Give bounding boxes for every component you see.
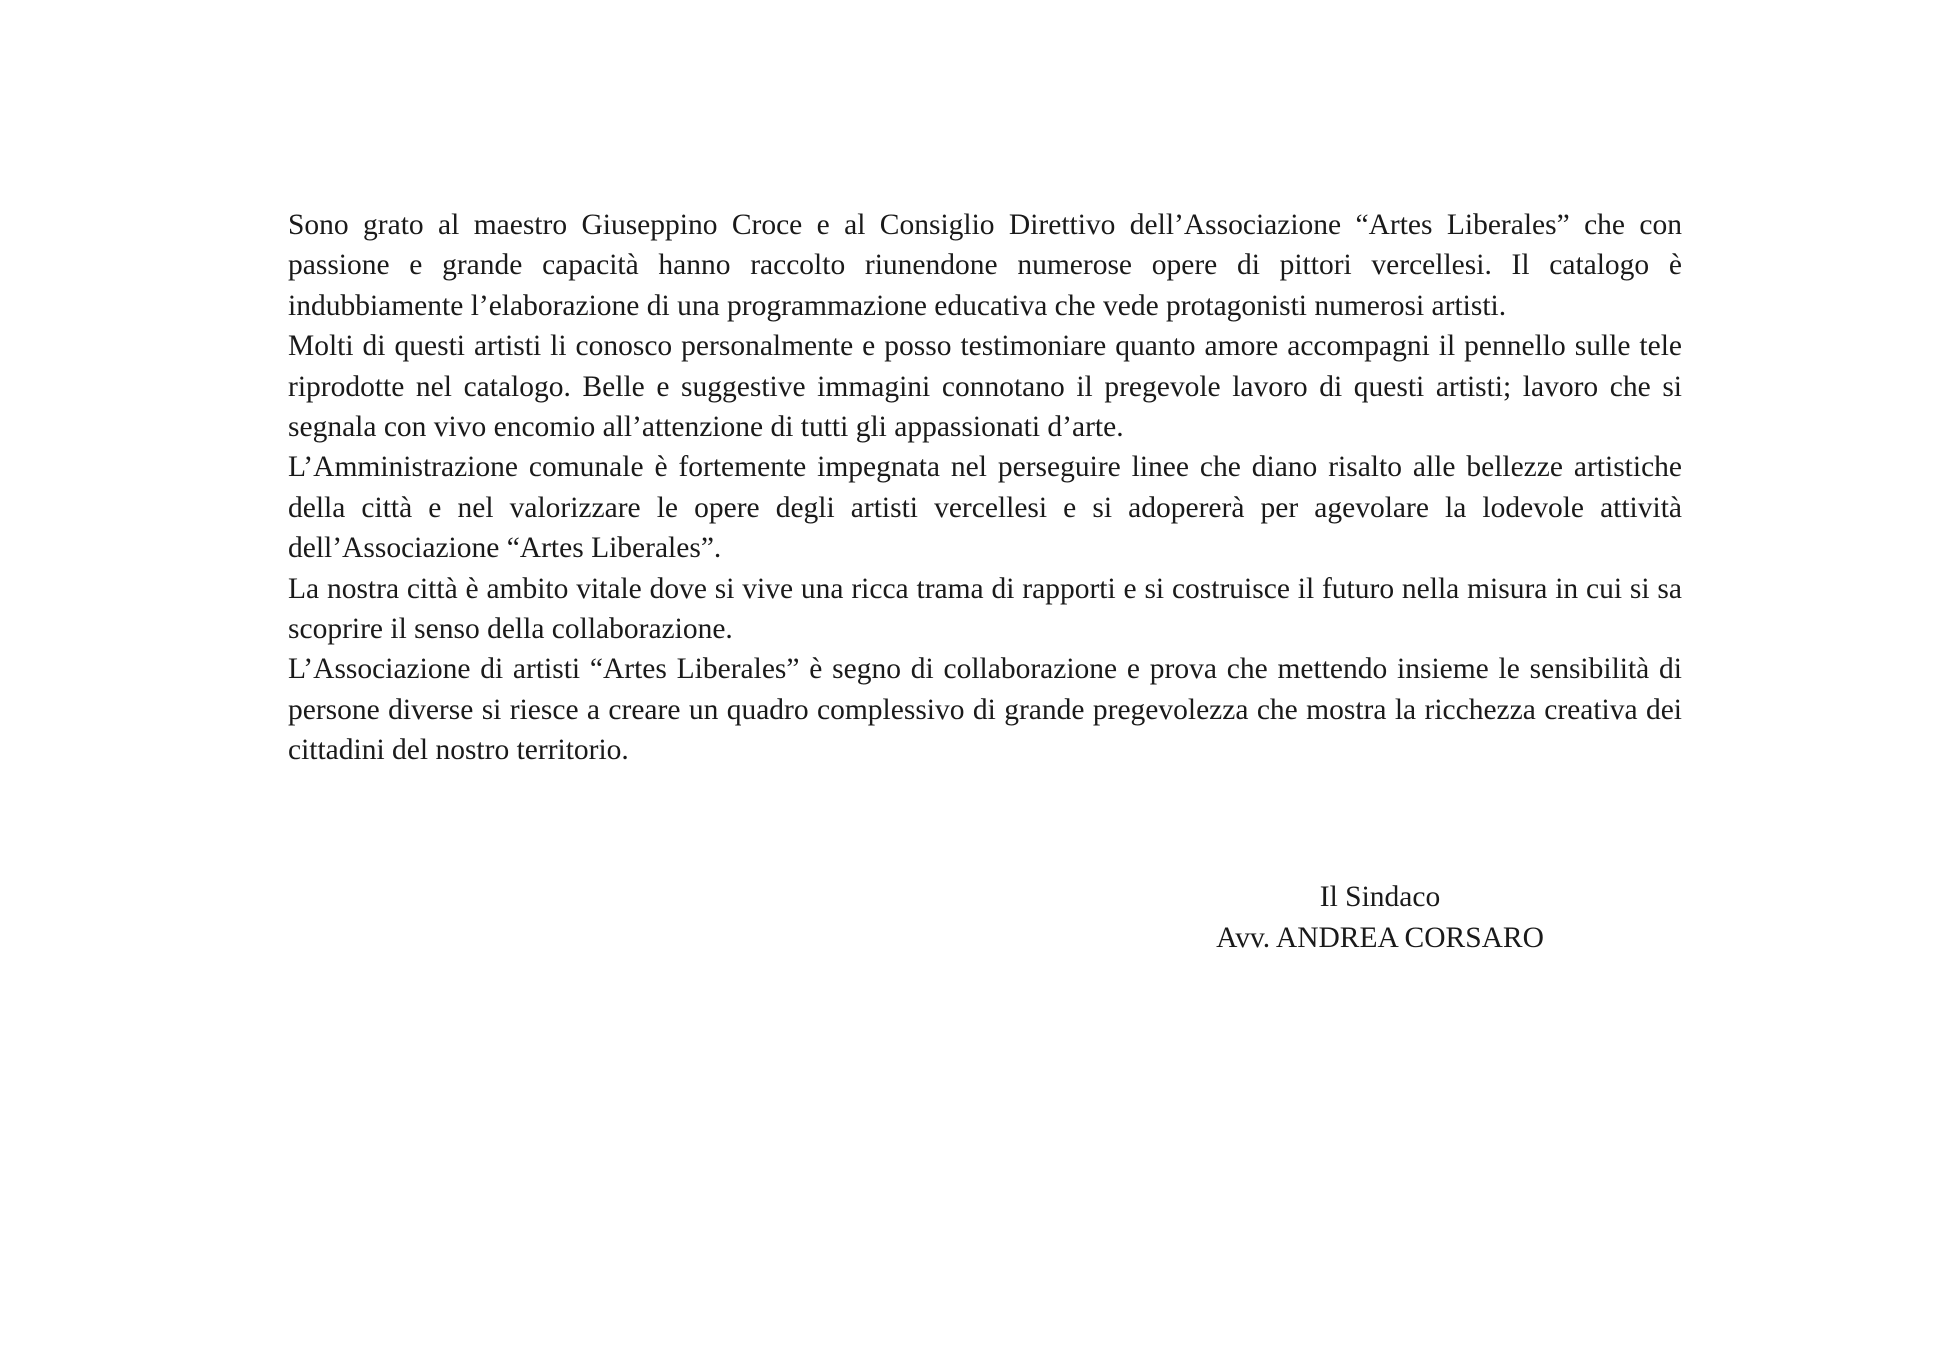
paragraph-association: L’Associazione di artisti “Artes Liberales” è segno di collaborazione e prova che mettendo insieme le sensibilità di persone diverse si riesce a creare un quadro complessivo di grande pregevolezza che mostra la ricchezza creativa dei cittadini del nostro territorio. [288, 653, 1682, 767]
paragraph-administration: L’Amministrazione comunale è fortemente impegnata nel perseguire linee che diano risalto alle bellezze artistiche della città e nel valorizzare le opere degli artisti vercellesi e si adopererà per agevolare la lodevole attività dell’Associazione “Artes Liberales”. [288, 451, 1682, 565]
paragraph-city: La nostra città è ambito vitale dove si vive una ricca trama di rapporti e si costruisce il futuro nella misura in cui si sa scoprire il senso della collaborazione. [288, 572, 1682, 646]
signature-name: Avv. ANDREA CORSARO [1216, 921, 1544, 954]
signature-block [1100, 877, 1660, 958]
paragraph-thanks: Sono grato al maestro Giuseppino Croce e al Consiglio Direttivo dell’Associazione “Artes Liberales” che con passione e grande capacità hanno raccolto riunendone numerose opere di pittori vercellesi. Il catalogo è indubbiamente l’elaborazione di una programmazione educativa che vede protagonisti numerosi artisti. [288, 209, 1682, 322]
signature-role: Il Sindaco [1319, 881, 1441, 913]
letter-body [288, 205, 1682, 771]
paragraph-artists: Molti di questi artisti li conosco personalmente e posso testimoniare quanto amore accompagni il pennello sulle tele riprodotte nel catalogo. Belle e suggestive immagini connotano il pregevole lavoro di questi artisti; lavoro che si segnala con vivo encomio all’attenzione di tutti gli appassionati d’arte. [288, 330, 1682, 444]
